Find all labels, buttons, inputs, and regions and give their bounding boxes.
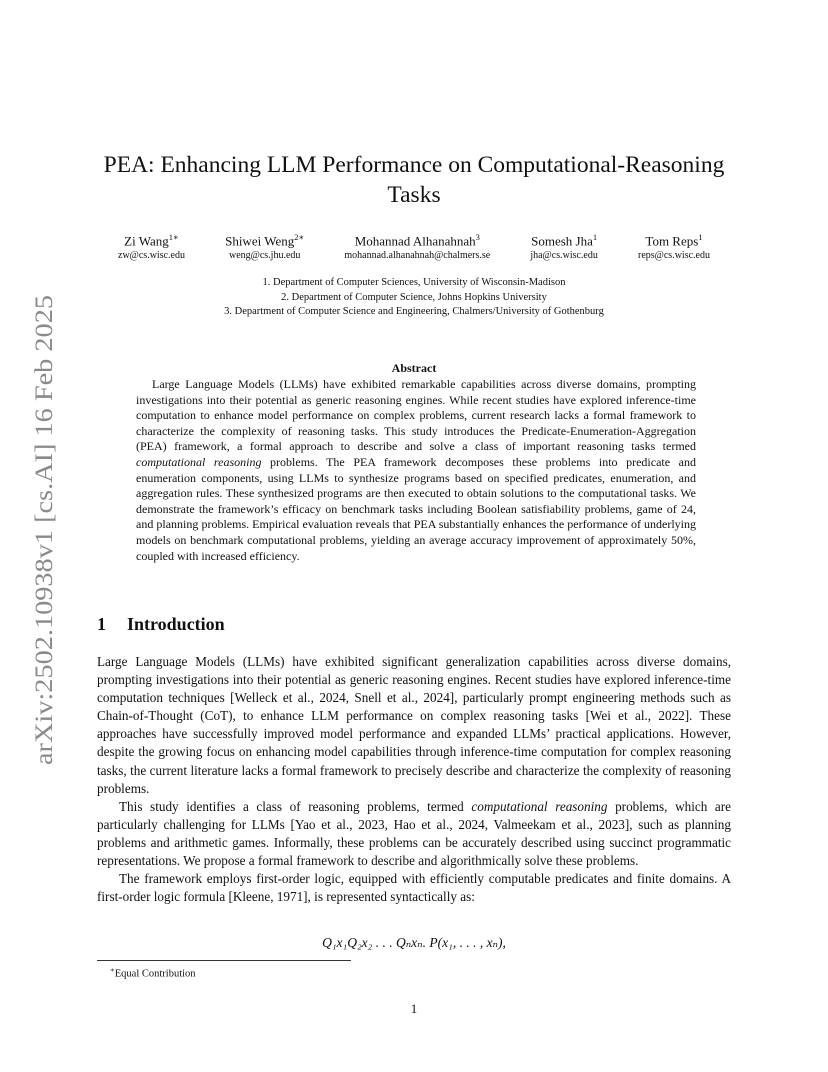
arxiv-stamp-svg xyxy=(20,295,64,765)
author-3 xyxy=(530,229,598,262)
affiliation-1: 1. Department of Computer Sciences, University of Wisconsin-Madison xyxy=(262,277,566,288)
author-list xyxy=(118,229,710,262)
author-2 xyxy=(344,229,490,262)
author-4 xyxy=(638,229,710,262)
affiliations xyxy=(100,276,728,320)
equation: Q₁x₁Q₂x₂ . . . Qₙxₙ. P(x₁, . . . , xₙ), xyxy=(322,935,506,950)
abstract-text: problems. The PEA framework decomposes these problems into predicate and enumeration components, using LLMs to synthesize programs based on specified predicates, enumeration, and aggregation rules. These synthesized programs are then executed to obtain solutions to the computational tasks. We demonstrate the framework’s efficacy on benchmark tasks including Boolean satisfiability problems, game of 24, and planning problems. Empirical evaluation reveals that PEA substantially enhances the performance of underlying models on benchmark computational problems, yielding an average accuracy improvement of approximately 50%, coupled with increased efficiency. xyxy=(136,454,696,563)
paragraph-text: This study identifies a class of reasoning problems, termed xyxy=(119,798,472,814)
arxiv-stamp xyxy=(20,295,64,765)
abstract-text: Large Language Models (LLMs) have exhibited remarkable capabilities across diverse domains, prompting investigations into their potential as generic reasoning engines. While recent studies have explored inference-time computation to enhance model performance on complex problems, current research lacks a formal framework to characterize the complexity of reasoning tasks. This study introduces the Predicate-Enumeration-Aggregation (PEA) framework, a formal approach to describe and solve a class of important reasoning tasks termed xyxy=(136,377,696,454)
author-1 xyxy=(225,229,304,262)
footnote-text: Equal Contribution xyxy=(114,968,196,980)
author-name xyxy=(530,229,598,249)
author-name xyxy=(344,229,490,249)
author-name xyxy=(638,229,710,249)
page-number: 1 xyxy=(410,1001,418,1016)
abstract-heading: Abstract xyxy=(391,361,437,375)
abstract-body xyxy=(136,377,696,564)
introduction-body xyxy=(97,653,731,906)
author-name-text: Shiwei Weng xyxy=(225,233,295,249)
author-0 xyxy=(118,229,185,262)
author-name xyxy=(118,229,185,249)
footnote xyxy=(110,963,196,982)
paragraph-text: problems, which are particularly challenging for LLMs [Yao et al., 2023, Hao et al., 2024, Valmeekam et al., 2023], such as planning problems and arithmetic games. Informally, these problems can be accurately described using succinct programmatic representations. We propose a formal framework to describe and algorithmically solve these problems. xyxy=(97,798,732,869)
author-email: weng@cs.jhu.edu xyxy=(228,250,301,262)
author-affil-mark: 1 xyxy=(698,232,703,242)
author-affil-mark: 2∗ xyxy=(294,232,305,242)
abstract-emphasis: computational reasoning xyxy=(136,454,262,469)
section-heading xyxy=(97,614,737,635)
paper-title: PEA: Enhancing LLM Performance on Computational-Reasoning Tasks xyxy=(103,152,725,208)
author-email: jha@cs.wisc.edu xyxy=(530,250,598,262)
intro-paragraph-1: Large Language Models (LLMs) have exhibited significant generalization capabilities across diverse domains, prompting investigations into their potential as generic reasoning engines. Recent studies have explored inference-time computation techniques [Welleck et al., 2024, Snell et al., 2024], particularly prompt engineering methods such as Chain-of-Thought (CoT), to enhance LLM performance on complex reasoning tasks [Wei et al., 2022]. These approaches have successfully improved model performance and expanded LLMs’ practical applications. However, despite the growing focus on enhancing model capabilities through inference-time computation for complex reasoning tasks, the current literature lacks a formal framework to precisely describe and characterize the complexity of reasoning problems. xyxy=(97,654,731,796)
author-affil-mark: 3 xyxy=(475,232,480,242)
section-number: 1 xyxy=(97,614,106,634)
author-affil-mark: 1 xyxy=(592,232,598,242)
affiliation-2: 2. Department of Computer Science, Johns Hopkins University xyxy=(281,291,547,303)
author-name xyxy=(225,229,304,249)
intro-paragraph-2 xyxy=(97,798,731,870)
arxiv-stamp-text: arXiv:2502.10938v1 [cs.AI] 16 Feb 2025 xyxy=(31,349,58,765)
section-title: Introduction xyxy=(127,614,225,634)
author-name-text: Mohannad Alhanahnah xyxy=(354,233,476,249)
author-email: zw@cs.wisc.edu xyxy=(118,250,185,262)
intro-paragraph-3: The framework employs first-order logic, equipped with efficiently computable predicates and finite domains. A first-order logic formula [Kleene, 1971], is represented syntactically as: xyxy=(97,871,731,905)
author-email: reps@cs.wisc.edu xyxy=(638,250,710,262)
author-affil-mark: 1∗ xyxy=(168,232,179,242)
affiliation-3: 3. Department of Computer Science and Engineering, Chalmers/University of Gothenburg xyxy=(224,306,604,317)
paragraph-emphasis: computational reasoning xyxy=(471,798,608,814)
author-name-text: Zi Wang xyxy=(124,233,169,249)
author-name-text: Tom Reps xyxy=(645,233,699,249)
author-name-text: Somesh Jha xyxy=(531,233,593,249)
author-email: mohannad.alhanahnah@chalmers.se xyxy=(344,250,491,262)
footnote-rule xyxy=(97,960,351,961)
footnote-mark: ∗ xyxy=(110,966,115,974)
